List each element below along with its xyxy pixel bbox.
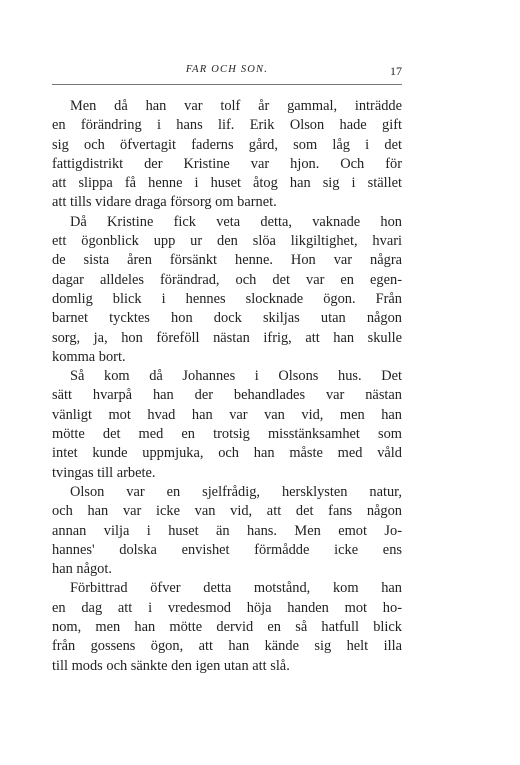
text-line: fattigdistrikt der Kristine var hjon. Och för — [52, 155, 402, 172]
paragraph — [52, 579, 402, 675]
paragraph — [52, 483, 402, 579]
text-line: Då Kristine fick veta detta, vaknade hon — [70, 213, 402, 230]
text-line: ett ögonblick upp ur den slöa likgiltighet, hvari — [52, 233, 402, 250]
header-rule — [52, 84, 402, 85]
text-line: han något. — [52, 561, 112, 578]
text-line: att slippa få henne i huset åtog han sig i stället — [52, 175, 402, 192]
text-line: sig och öfvertagit faderns gård, som låg i det — [52, 136, 402, 153]
text-line: hannes' dolska envishet förmådde icke ens — [52, 541, 402, 558]
page-number: 17 — [390, 64, 402, 78]
paragraph — [52, 213, 402, 367]
text-line: domlig blick i hennes slocknade ögon. Från — [52, 290, 402, 307]
text-line: från gossens ögon, att han kände sig helt illa — [52, 638, 402, 655]
text-line: mötte det med en trotsig misstänksamhet som — [52, 426, 402, 443]
text-line: en förändring i hans lif. Erik Olson hade gift — [52, 117, 402, 134]
running-title: FAR OCH SON. — [185, 64, 269, 75]
text-line: att tills vidare draga försorg om barnet. — [52, 194, 277, 211]
text-line: Så kom då Johannes i Olsons hus. Det — [70, 368, 402, 385]
text-line: nom, men han mötte dervid en så hatfull blick — [52, 619, 402, 636]
text-line: vänligt mot hvad han var van vid, men han — [52, 406, 402, 423]
text-line: intet kunde uppmjuka, och han måste med våld — [52, 445, 402, 462]
text-line: Olson var en sjelfrådig, hersklysten natur, — [70, 483, 402, 500]
text-line: dagar alldeles förändrad, och det var en egen- — [52, 271, 402, 288]
text-line: till mods och sänkte den igen utan att slå. — [52, 657, 290, 674]
text-line: sätt hvarpå han der behandlades var nästan — [52, 387, 402, 404]
text-line: sorg, ja, hon föreföll nästan ifrig, att han skulle — [52, 329, 402, 346]
body-text — [52, 97, 402, 676]
text-line: Men då han var tolf år gammal, inträdde — [70, 98, 402, 114]
text-line: barnet tycktes hon dock skiljas utan någon — [52, 310, 402, 327]
text-line: Förbittrad öfver detta motstånd, kom han — [70, 580, 402, 597]
text-line: komma bort. — [52, 348, 126, 365]
paragraph — [52, 367, 402, 483]
page-header — [52, 64, 402, 86]
paragraph — [52, 97, 402, 213]
text-line: annan vilja i huset än hans. Men emot Jo- — [52, 522, 402, 539]
text-line: tvingas till arbete. — [52, 464, 156, 481]
text-line: en dag att i vredesmod höja handen mot ho- — [52, 599, 402, 616]
text-line: de sista åren försänkt henne. Hon var några — [52, 252, 402, 269]
text-line: och han var icke van vid, att det fans någon — [52, 503, 402, 520]
